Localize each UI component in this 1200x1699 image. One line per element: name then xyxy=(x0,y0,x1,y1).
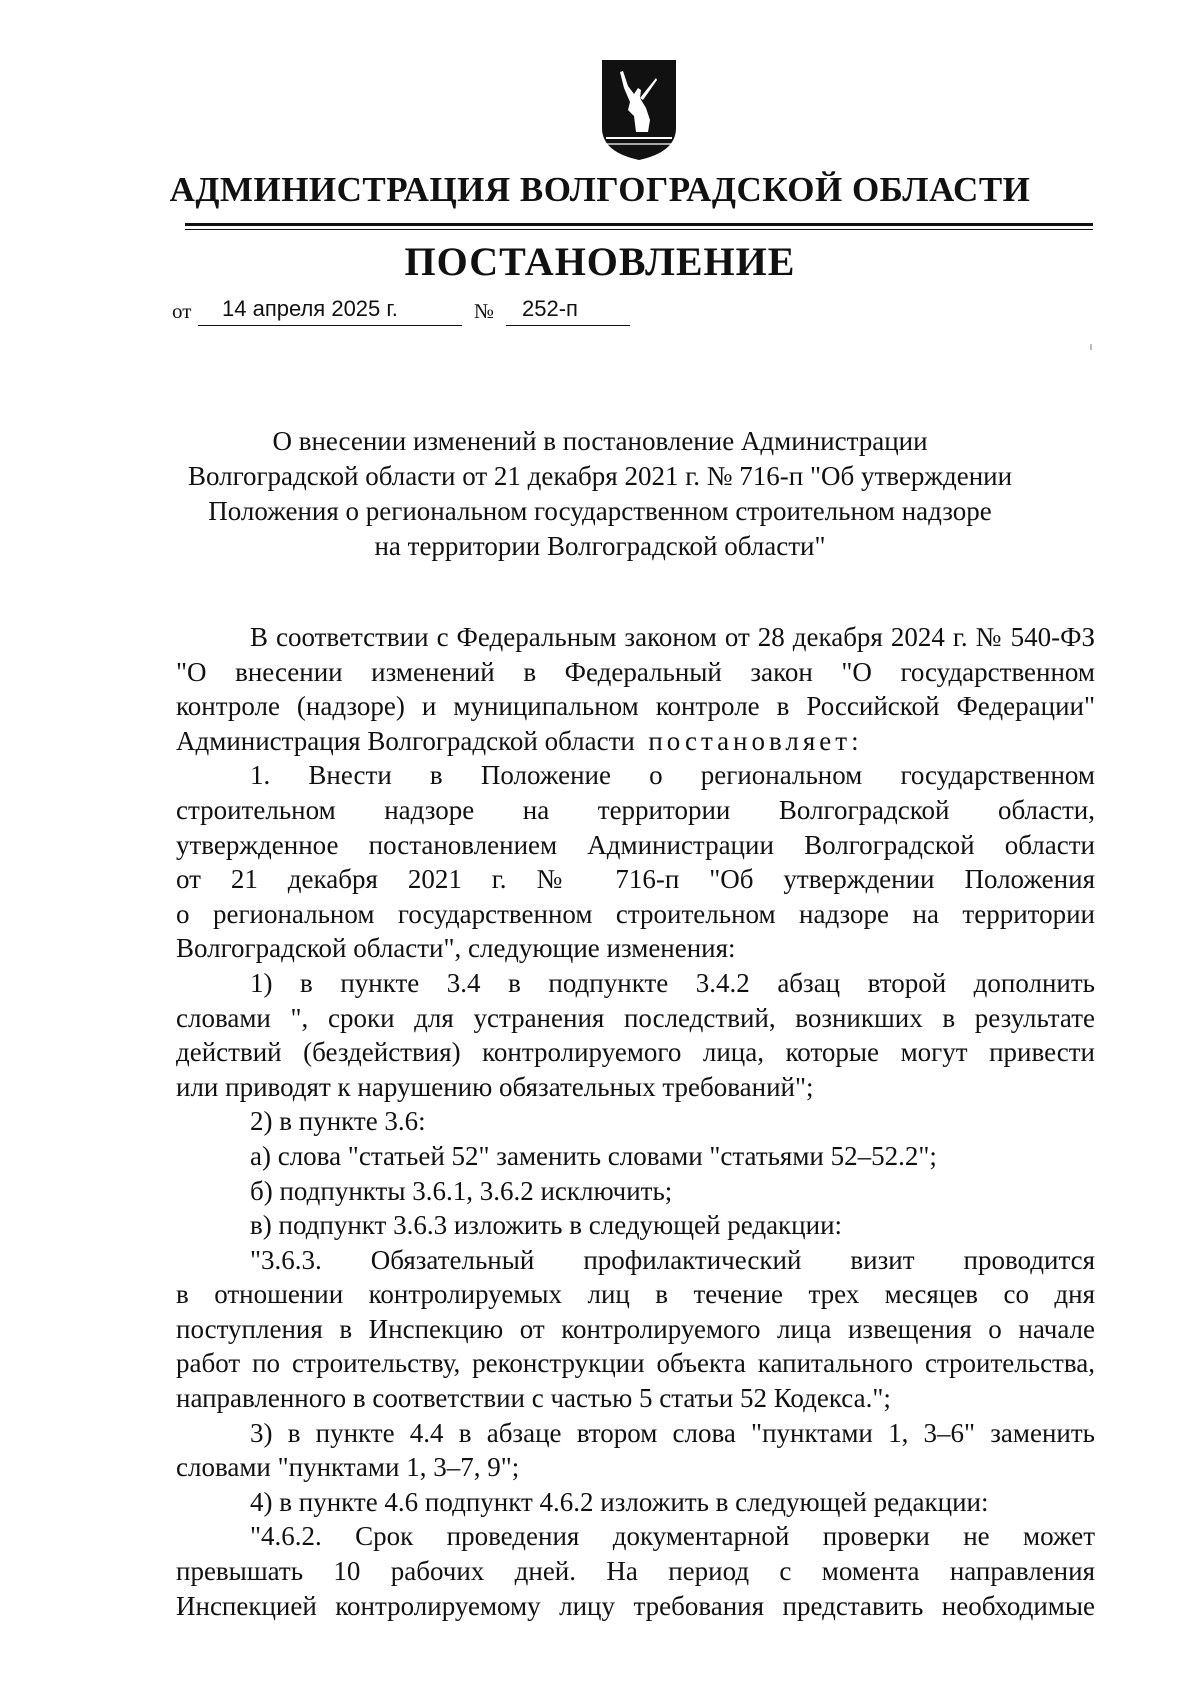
body-line: словами "пунктами 1, 3–7, 9"; xyxy=(176,1452,520,1483)
resolution-word: постановляет: xyxy=(648,725,863,756)
body-line: 3) в пункте 4.4 в абзаце втором слова "пунктами 1, 3–6" заменить xyxy=(250,1417,1095,1448)
document-subject xyxy=(150,424,1050,564)
body-line: о региональном государственном строительном надзоре на территории xyxy=(176,898,1095,929)
header-rule-thick xyxy=(185,223,1093,226)
body-line: 1) в пункте 3.4 в подпункте 3.4.2 абзац второй дополнить xyxy=(250,967,1095,998)
body-line: "О внесении изменений в Федеральный закон "О государственном xyxy=(176,656,1095,687)
subject-line: Волгоградской области от 21 декабря 2021 г. № 716-п "Об утверждении xyxy=(187,461,1013,491)
body-line: поступления в Инспекцию от контролируемого лица извещения о начале xyxy=(176,1313,1095,1344)
date-underline xyxy=(198,325,462,326)
date-from-label: от xyxy=(172,299,192,323)
document-date: 14 апреля 2025 г. xyxy=(222,296,398,321)
body-line: действий (бездействия) контролируемого лица, которые могут привести xyxy=(176,1037,1095,1068)
body-line: превышать 10 рабочих дней. На период с момента направления xyxy=(176,1556,1095,1587)
body-line: или приводят к нарушению обязательных требований"; xyxy=(176,1071,814,1102)
subject-line: Положения о региональном государственном строительном надзоре xyxy=(208,496,992,526)
body-line-start: Администрация Волгоградской области xyxy=(176,725,635,756)
body-line: Волгоградской области", следующие изменения: xyxy=(176,933,736,964)
body-line: 4) в пункте 4.6 подпункт 4.6.2 изложить в следующей редакции: xyxy=(250,1486,989,1517)
body-line: работ по строительству, реконструкции объекта капитального строительства, xyxy=(176,1348,1095,1379)
subject-line: на территории Волгоградской области" xyxy=(374,531,826,561)
body-line: 1. Внести в Положение о региональном государственном xyxy=(250,760,1095,791)
body-line: 2) в пункте 3.6: xyxy=(250,1106,426,1137)
body-line xyxy=(176,724,1095,759)
body-line: направленного в соответствии с частью 5 статьи 52 Кодекса."; xyxy=(176,1383,891,1414)
document-body xyxy=(176,620,1095,1623)
header-rule-thin xyxy=(185,229,1093,230)
body-line: "3.6.3. Обязательный профилактический визит проводится xyxy=(250,1244,1095,1275)
body-line: а) слова "статьей 52" заменить словами "статьями 52–52.2"; xyxy=(250,1140,937,1171)
body-line: "4.6.2. Срок проведения документарной проверки не может xyxy=(250,1521,1095,1552)
subject-line: О внесении изменений в постановление Администрации xyxy=(272,426,928,456)
body-line: б) подпункты 3.6.1, 3.6.2 исключить; xyxy=(250,1175,673,1206)
body-line: словами ", сроки для устранения последствий, возникших в результате xyxy=(176,1002,1095,1033)
body-line: от 21 декабря 2021 г. № 716-п "Об утверждении Положения xyxy=(176,864,1095,895)
body-line: В соответствии с Федеральным законом от 28 декабря 2024 г. № 540-ФЗ xyxy=(250,622,1095,652)
organization-title: АДМИНИСТРАЦИЯ ВОЛГОГРАДСКОЙ ОБЛАСТИ xyxy=(169,170,1031,209)
document-number: 252-п xyxy=(522,296,578,321)
coat-of-arms-icon xyxy=(600,58,678,162)
number-underline xyxy=(506,325,630,326)
document-type: ПОСТАНОВЛЕНИЕ xyxy=(404,239,796,284)
body-line: в) подпункт 3.6.3 изложить в следующей редакции: xyxy=(250,1210,843,1241)
date-line xyxy=(172,292,632,328)
body-line: Инспекцией контролируемому лицу требования представить необходимые xyxy=(176,1590,1095,1621)
number-label: № xyxy=(474,299,495,323)
body-line: контроле (надзоре) и муниципальном контроле в Российской Федерации" xyxy=(176,691,1095,722)
body-line: строительном надзоре на территории Волгоградской области, xyxy=(176,794,1095,825)
scan-speck xyxy=(1090,344,1092,350)
body-line: утвержденное постановлением Администрации Волгоградской области xyxy=(176,829,1095,860)
body-line: в отношении контролируемых лиц в течение трех месяцев со дня xyxy=(176,1279,1095,1310)
